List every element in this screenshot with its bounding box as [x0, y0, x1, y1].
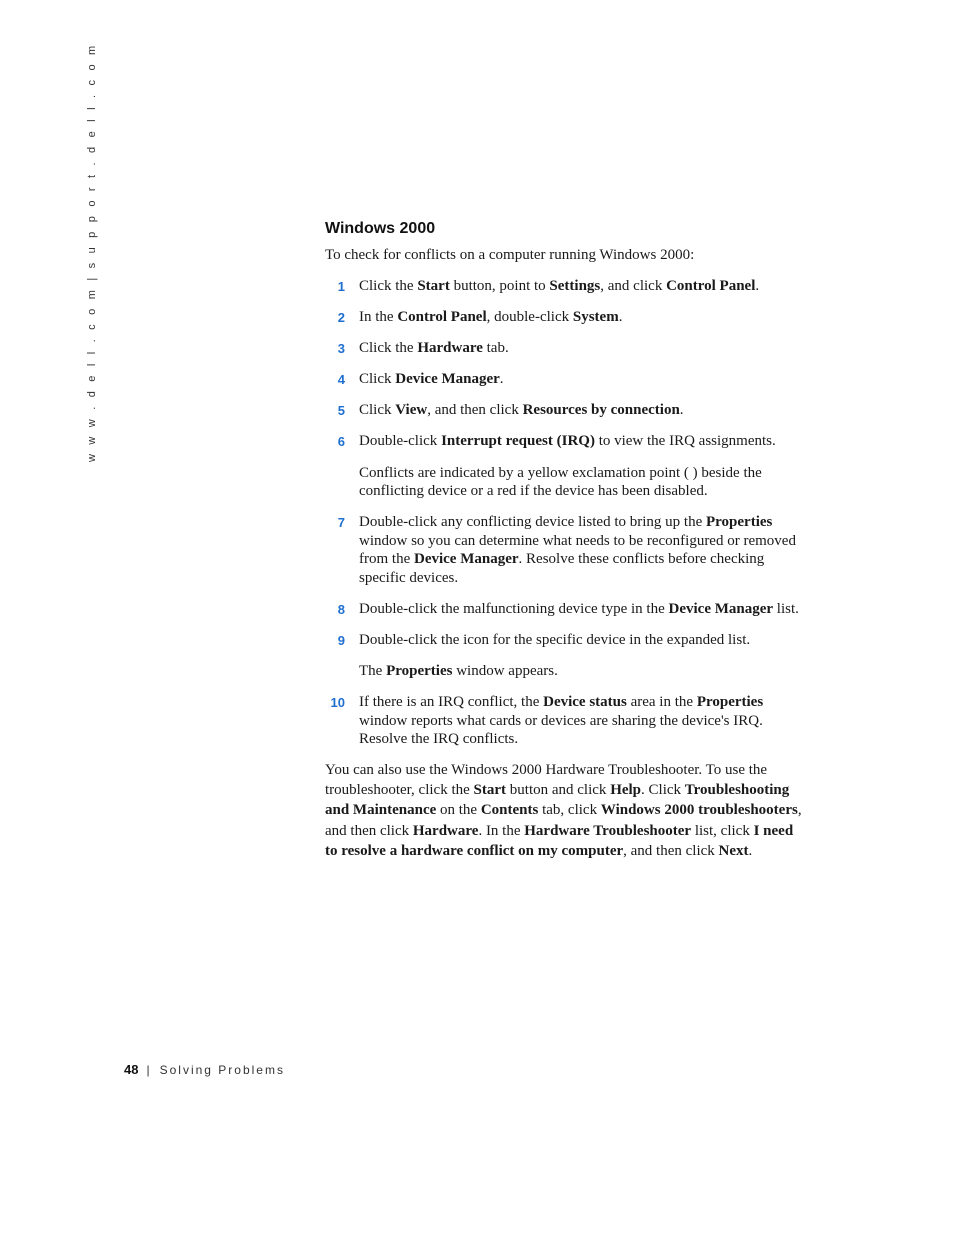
- step-4: [325, 370, 805, 389]
- ui-term: I need to resolve a hardware conflict on my computer: [325, 822, 794, 859]
- step-number: 3: [337, 341, 345, 356]
- ui-term: Windows 2000 troubleshooters: [600, 802, 798, 819]
- ui-term: Help: [610, 782, 642, 799]
- step-text: list.: [773, 600, 799, 617]
- step-text: window reports what cards or devices are sharing the device's IRQ. Resolve the IRQ conflicts.: [359, 712, 763, 747]
- ui-term: Properties: [706, 514, 773, 530]
- body-text: You can also use the Windows 2000 Hardware Troubleshooter. To use the troubleshooter, click the: [325, 762, 768, 799]
- step-8: [325, 600, 805, 619]
- step-note: Conflicts are indicated by a yellow exclamation point ( ) beside the conflicting device or a red if the device has been disabled.: [359, 464, 762, 499]
- ui-term: Device status: [543, 694, 627, 710]
- step-text: Double-click the malfunctioning device type in the: [359, 600, 669, 617]
- ui-term: Settings: [549, 278, 601, 294]
- step-7: [325, 513, 805, 587]
- step-text: Double-click: [359, 433, 442, 449]
- intro-text: To check for conflicts on a computer running Windows 2000:: [325, 247, 695, 263]
- page-number: 48: [124, 1062, 139, 1077]
- step-text: Click: [359, 402, 396, 418]
- ui-term: Hardware Troubleshooter: [524, 822, 692, 839]
- step-text: .: [755, 278, 760, 294]
- ui-term: Start: [473, 782, 507, 799]
- step-text: . Resolve these conflicts before checking specific devices.: [359, 551, 765, 586]
- ui-term: Device Manager: [668, 600, 774, 617]
- ui-term: Device Manager: [395, 371, 500, 387]
- body-text: , and then click: [623, 842, 719, 859]
- step-number: 5: [337, 403, 345, 418]
- step-text: to view the IRQ assignments.: [594, 433, 776, 449]
- step-text: The: [359, 663, 387, 679]
- step-text: , and then click: [427, 402, 523, 418]
- footer-separator: |: [146, 1063, 150, 1077]
- body-text: .: [748, 842, 753, 859]
- step-text: .: [499, 371, 504, 387]
- ui-term: Troubleshooting and Maintenance: [325, 782, 790, 819]
- ui-term: System: [572, 309, 619, 325]
- step-text: tab.: [482, 340, 509, 356]
- step-text: Double-click any conflicting device listed to bring up the: [359, 514, 706, 530]
- ui-term: Hardware: [417, 340, 483, 356]
- step-text: window appears.: [452, 663, 558, 679]
- step-number: 7: [337, 515, 345, 530]
- step-2: [325, 308, 805, 327]
- step-10: [325, 693, 805, 749]
- step-number: 2: [337, 310, 345, 325]
- body-text: . Click: [641, 782, 685, 799]
- step-5: [325, 401, 805, 420]
- ui-term: Control Panel: [666, 278, 756, 294]
- step-text: button, point to: [449, 278, 550, 294]
- step-text: .: [618, 309, 623, 325]
- step-text: Click: [359, 371, 396, 387]
- ui-term: Start: [417, 278, 450, 294]
- step-number: 10: [330, 695, 345, 710]
- step-1: [325, 277, 805, 296]
- step-text: area in the: [626, 694, 697, 710]
- ui-term: View: [395, 402, 428, 418]
- body-text: , and then click: [325, 802, 802, 839]
- step-number: 8: [337, 601, 345, 617]
- section-name: Solving Problems: [159, 1063, 285, 1077]
- ui-term: Interrupt request (IRQ): [441, 433, 595, 449]
- body-text: tab, click: [538, 802, 601, 819]
- content: [325, 218, 805, 876]
- ui-term: Control Panel: [397, 309, 487, 325]
- ui-term: Hardware: [412, 822, 479, 839]
- step-text: If there is an IRQ conflict, the: [359, 694, 544, 710]
- step-note: [359, 662, 805, 681]
- ui-term: Resources by connection: [522, 402, 680, 418]
- side-url: w w w . d e l l . c o m | s u p p o r t . d e l l . c o m: [86, 42, 98, 462]
- step-list: [325, 277, 805, 749]
- ui-term: Contents: [480, 802, 539, 819]
- step-text: Double-click the icon for the specific device in the expanded list.: [359, 631, 751, 648]
- step-text: .: [679, 402, 684, 418]
- ui-term: Properties: [696, 694, 764, 710]
- step-number: 6: [337, 434, 345, 449]
- step-text: , double-click: [486, 309, 573, 325]
- ui-term: Device Manager: [413, 551, 519, 567]
- step-text: In the: [359, 309, 398, 325]
- page-footer: [124, 1062, 285, 1077]
- step-text: window so you can determine what needs to be reconfigured or removed from the: [359, 532, 796, 567]
- step-6: [325, 432, 805, 501]
- ui-term: Next: [718, 842, 749, 859]
- body-text: on the: [436, 802, 481, 819]
- section-heading: Windows 2000: [325, 220, 436, 237]
- step-3: [325, 339, 805, 358]
- closing-paragraph: [325, 760, 805, 861]
- step-text: Click the: [359, 340, 418, 356]
- step-number: 9: [337, 632, 345, 648]
- step-text: Click the: [359, 278, 418, 294]
- body-text: button and click: [506, 782, 611, 799]
- ui-term: Properties: [386, 663, 453, 679]
- body-text: . In the: [478, 822, 525, 839]
- step-number: 4: [337, 372, 345, 387]
- step-text: , and click: [600, 278, 667, 294]
- step-number: 1: [337, 279, 345, 294]
- body-text: list, click: [691, 822, 754, 839]
- step-9: [325, 631, 805, 681]
